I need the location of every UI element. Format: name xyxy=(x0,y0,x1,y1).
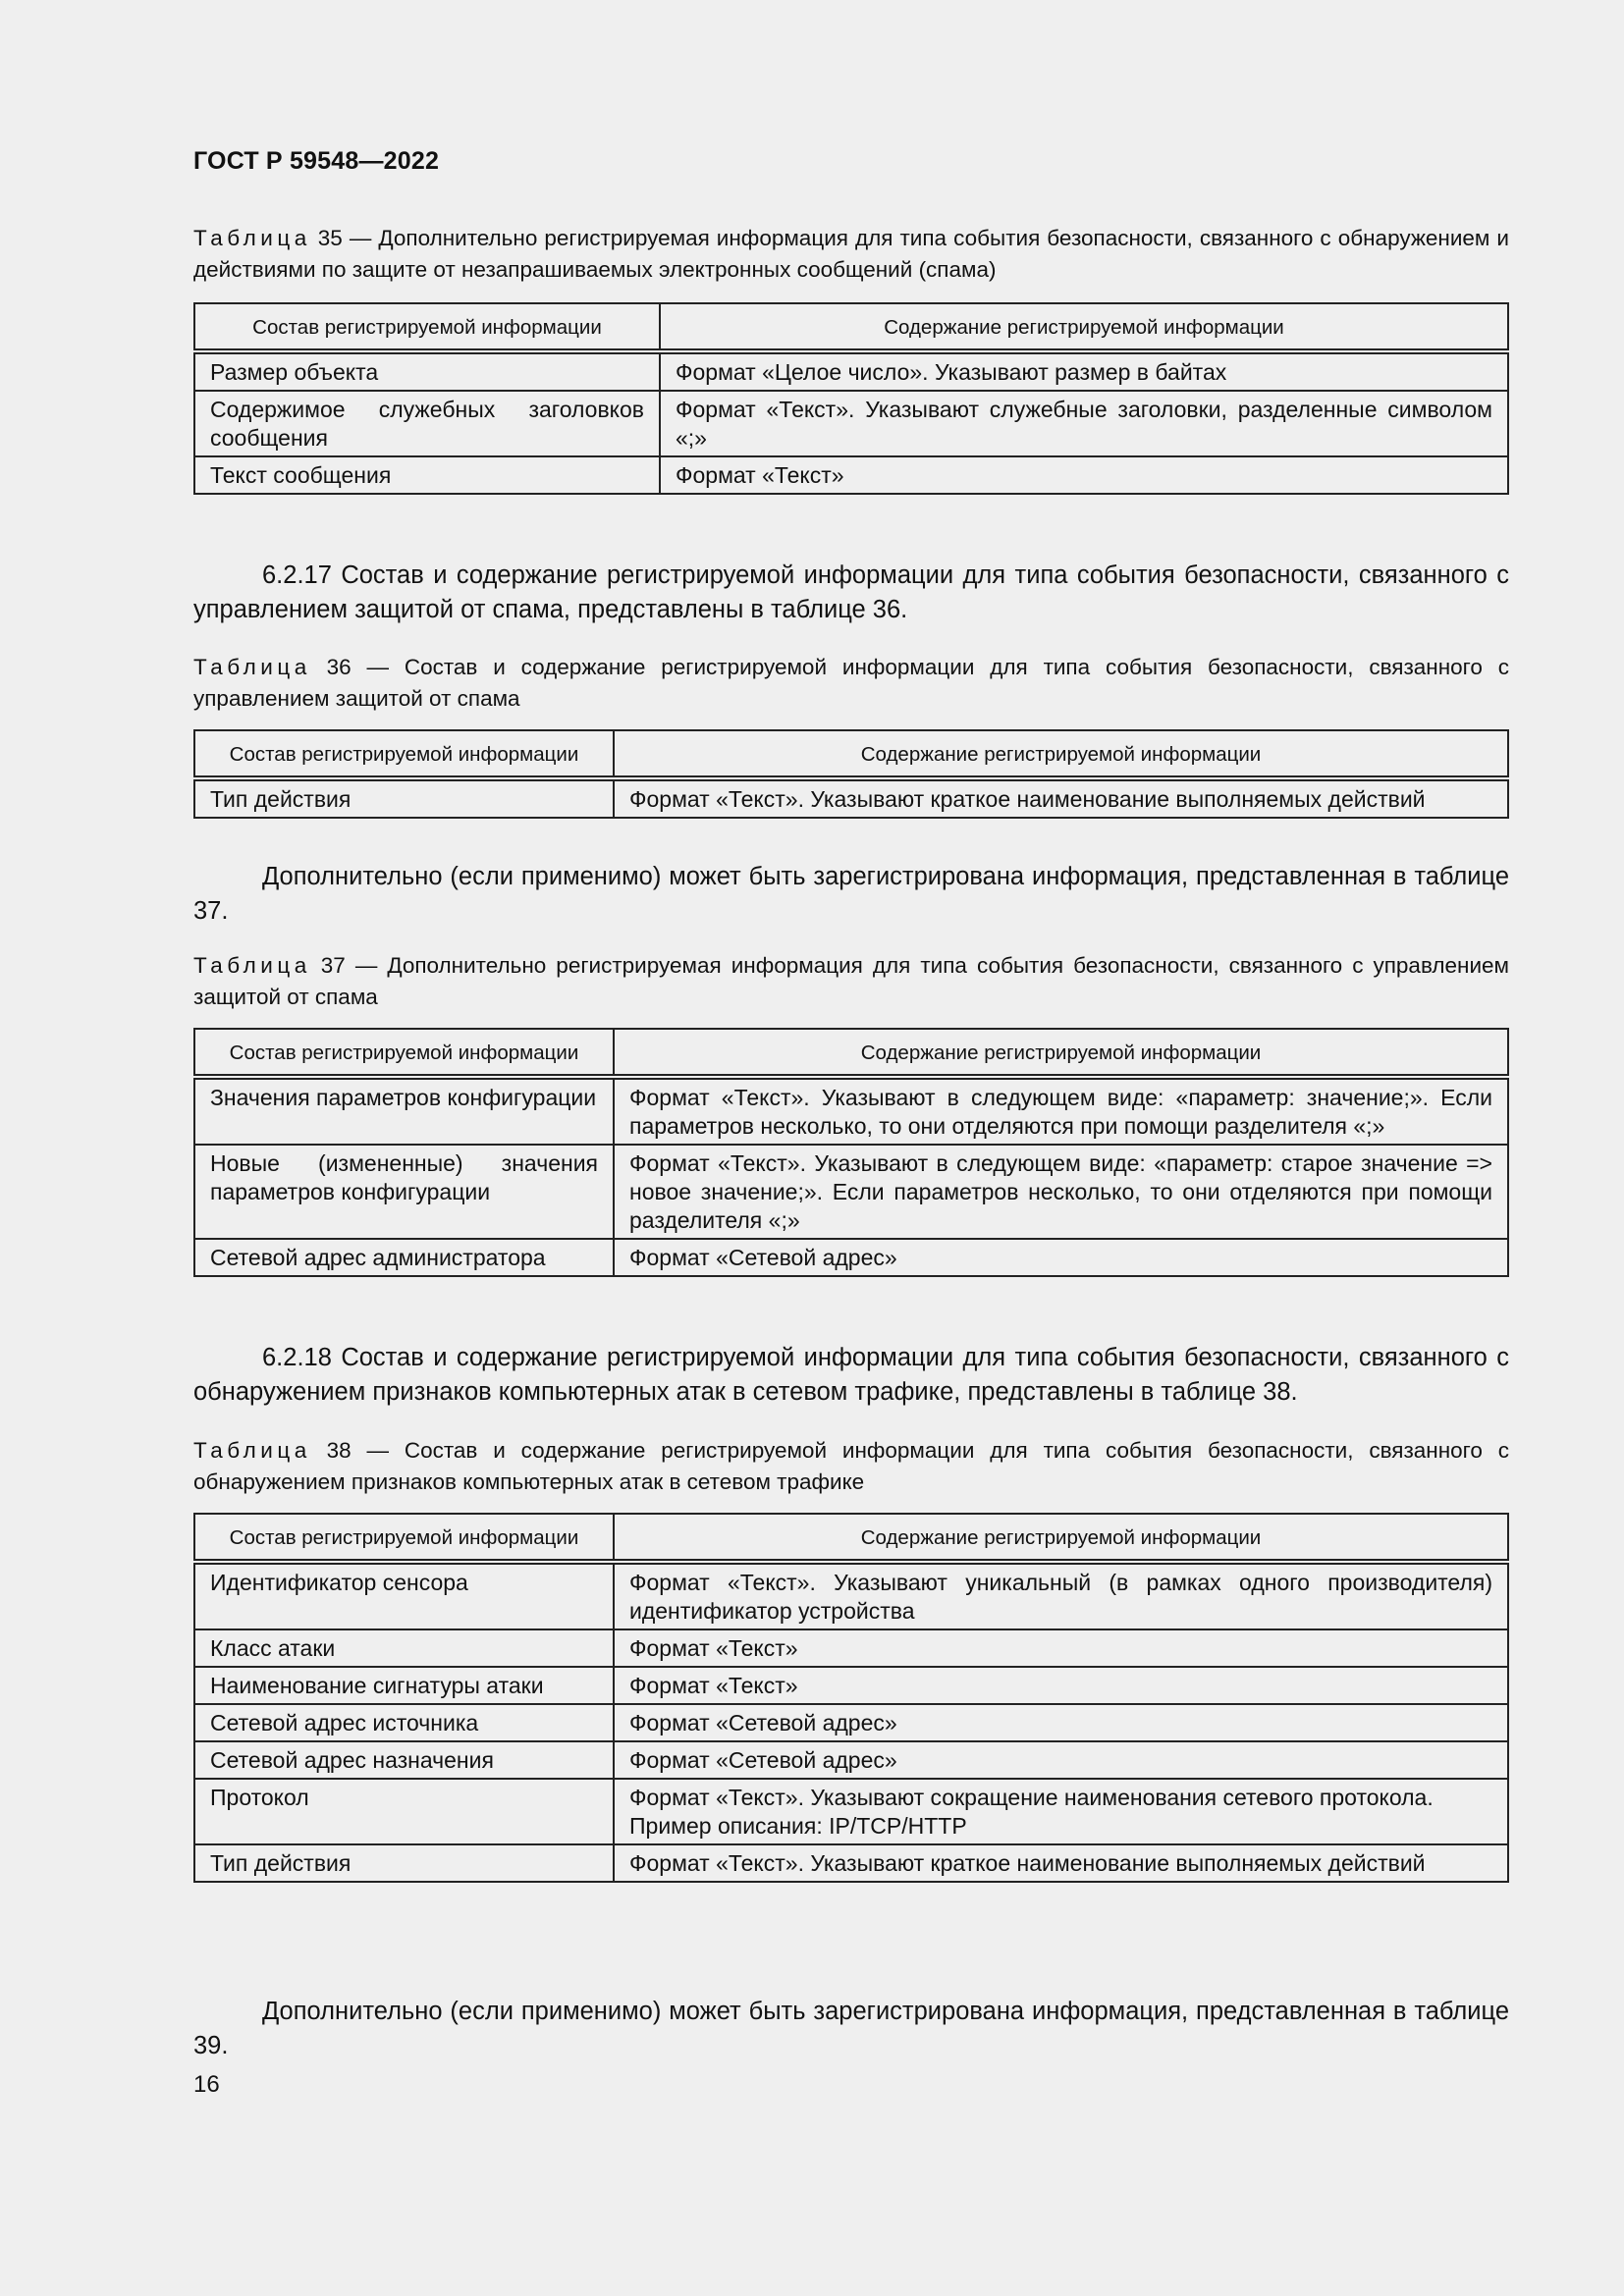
table-label: Таблица xyxy=(193,953,311,978)
table-row xyxy=(194,1844,1508,1882)
table-36 xyxy=(193,729,1509,819)
table-caption-text: 38 — Состав и содержание регистрируемой информации для типа события безопасности, связанного с обнаружением признаков компьютерных атак в сетевом трафике xyxy=(193,1438,1509,1494)
table-row xyxy=(194,351,1508,391)
table-cell-name: Текст сообщения xyxy=(194,456,660,494)
table-cell-value: Формат «Целое число». Указывают размер в байтах xyxy=(660,351,1508,391)
table-cell-name: Тип действия xyxy=(194,778,614,818)
table-35 xyxy=(193,302,1509,495)
table-cell-value: Формат «Сетевой адрес» xyxy=(614,1239,1508,1276)
table-row xyxy=(194,1667,1508,1704)
table-cell-name: Наименование сигнатуры атаки xyxy=(194,1667,614,1704)
column-header-composition: Состав регистрируемой информации xyxy=(194,303,660,351)
table-cell-value: Формат «Текст». Указывают уникальный (в рамках одного производителя) идентификатор устройства xyxy=(614,1562,1508,1629)
table-cell-name: Сетевой адрес источника xyxy=(194,1704,614,1741)
table-row xyxy=(194,1741,1508,1779)
table-cell-value: Формат «Текст». Указывают служебные заголовки, разделенные символом «;» xyxy=(660,391,1508,456)
table-cell-value: Формат «Текст». Указывают в следующем виде: «параметр: старое значение => новое значение;». Если параметров несколько, то они отделяются при помощи разделителя «;» xyxy=(614,1145,1508,1239)
table-caption-text: 35 — Дополнительно регистрируемая информация для типа события безопасности, связанного с обнаружением и действиями по защите от незапрашиваемых электронных сообщений (спама) xyxy=(193,226,1509,282)
table-row xyxy=(194,1629,1508,1667)
table-caption-text: 36 — Состав и содержание регистрируемой информации для типа события безопасности, связанного с управлением защитой от спама xyxy=(193,655,1509,711)
table-cell-name: Тип действия xyxy=(194,1844,614,1882)
column-header-composition: Состав регистрируемой информации xyxy=(194,1514,614,1562)
table-cell-value: Формат «Сетевой адрес» xyxy=(614,1741,1508,1779)
table-header-row xyxy=(194,1029,1508,1077)
table-cell-value: Формат «Текст» xyxy=(614,1629,1508,1667)
table-cell-value: Формат «Текст». Указывают краткое наименование выполняемых действий xyxy=(614,778,1508,818)
table-row xyxy=(194,456,1508,494)
table-cell-value: Формат «Текст» xyxy=(614,1667,1508,1704)
table-label: Таблица xyxy=(193,226,311,250)
table-row xyxy=(194,1145,1508,1239)
table-row xyxy=(194,1779,1508,1844)
table-caption-text: 37 — Дополнительно регистрируемая информация для типа события безопасности, связанного с управлением защитой от спама xyxy=(193,953,1509,1009)
table-cell-value: Формат «Текст». Указывают краткое наименование выполняемых действий xyxy=(614,1844,1508,1882)
table-cell-name: Значения параметров конфигурации xyxy=(194,1077,614,1145)
table-38-caption xyxy=(193,1435,1509,1498)
table-37 xyxy=(193,1028,1509,1277)
column-header-content: Содержание регистрируемой информации xyxy=(614,1029,1508,1077)
table-row xyxy=(194,1239,1508,1276)
table-cell-name: Протокол xyxy=(194,1779,614,1844)
table-cell-name: Новые (измененные) значения параметров конфигурации xyxy=(194,1145,614,1239)
table-header-row xyxy=(194,1514,1508,1562)
paragraph-additional-37: Дополнительно (если применимо) может быть зарегистрирована информация, представленная в таблице 37. xyxy=(193,863,1509,925)
table-row xyxy=(194,778,1508,818)
table-cell-name: Размер объекта xyxy=(194,351,660,391)
page-number: 16 xyxy=(193,2071,220,2098)
table-label: Таблица xyxy=(193,1438,311,1463)
table-cell-name: Содержимое служебных заголовков сообщения xyxy=(194,391,660,456)
table-36-caption xyxy=(193,652,1509,715)
table-cell-name: Идентификатор сенсора xyxy=(194,1562,614,1629)
column-header-content: Содержание регистрируемой информации xyxy=(660,303,1508,351)
table-cell-name: Класс атаки xyxy=(194,1629,614,1667)
paragraph-6-2-17: 6.2.17 Состав и содержание регистрируемой информации для типа события безопасности, связанного с управлением защитой от спама, представлены в таблице 36. xyxy=(193,561,1509,623)
table-header-row xyxy=(194,303,1508,351)
column-header-composition: Состав регистрируемой информации xyxy=(194,1029,614,1077)
column-header-composition: Состав регистрируемой информации xyxy=(194,730,614,778)
table-label: Таблица xyxy=(193,655,311,679)
document-header: ГОСТ Р 59548—2022 xyxy=(193,147,440,175)
table-35-caption xyxy=(193,223,1509,286)
table-cell-value: Формат «Текст» xyxy=(660,456,1508,494)
table-row xyxy=(194,1562,1508,1629)
paragraph-additional-39: Дополнительно (если применимо) может быть зарегистрирована информация, представленная в таблице 39. xyxy=(193,1998,1509,2059)
table-row xyxy=(194,391,1508,456)
table-cell-value: Формат «Сетевой адрес» xyxy=(614,1704,1508,1741)
table-header-row xyxy=(194,730,1508,778)
table-38 xyxy=(193,1513,1509,1883)
column-header-content: Содержание регистрируемой информации xyxy=(614,730,1508,778)
table-cell-name: Сетевой адрес назначения xyxy=(194,1741,614,1779)
table-37-caption xyxy=(193,950,1509,1013)
table-row xyxy=(194,1704,1508,1741)
table-row xyxy=(194,1077,1508,1145)
table-cell-value: Формат «Текст». Указывают в следующем виде: «параметр: значение;». Если параметров несколько, то они отделяются при помощи разделителя «;» xyxy=(614,1077,1508,1145)
table-cell-name: Сетевой адрес администратора xyxy=(194,1239,614,1276)
paragraph-6-2-18: 6.2.18 Состав и содержание регистрируемой информации для типа события безопасности, связанного с обнаружением признаков компьютерных атак в сетевом трафике, представлены в таблице 38. xyxy=(193,1344,1509,1406)
table-cell-value: Формат «Текст». Указывают сокращение наименования сетевого протокола. Пример описания: IP/TCP/HTTP xyxy=(614,1779,1508,1844)
column-header-content: Содержание регистрируемой информации xyxy=(614,1514,1508,1562)
